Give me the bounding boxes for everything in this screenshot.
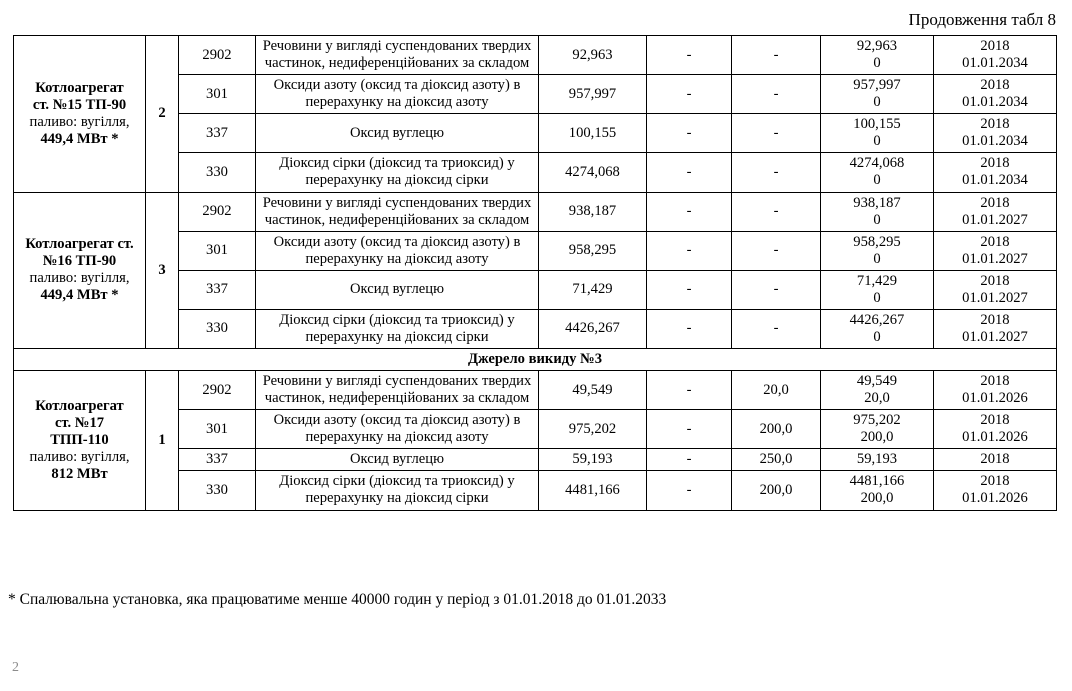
substance-name: Речовини у вигляді суспендованих твердих частинок, недиференційованих за складом <box>256 371 539 410</box>
value-current: 4426,267 <box>539 309 647 348</box>
substance-code: 301 <box>179 75 256 114</box>
date-line-2: 01.01.2034 <box>962 133 1028 150</box>
value-combined-line-2: 0 <box>873 250 881 267</box>
value-combined-line-1: 958,295 <box>853 233 901 250</box>
date-cell <box>934 231 1057 270</box>
value-limit: - <box>732 309 821 348</box>
value-combined <box>821 471 934 510</box>
date-cell <box>934 449 1057 471</box>
date-line-1: 2018 <box>980 272 1010 289</box>
value-combined <box>821 192 934 231</box>
date-line-1: 2018 <box>980 233 1010 250</box>
date-cell <box>934 75 1057 114</box>
date-line-1: 2018 <box>980 116 1010 133</box>
value-second: - <box>647 192 732 231</box>
unit-line-1: Котлоагрегат <box>35 79 124 96</box>
table-row <box>14 36 1057 75</box>
unit-cell <box>14 371 146 510</box>
unit-line-3: паливо: вугілля, <box>29 113 130 130</box>
date-line-2: 01.01.2034 <box>962 172 1028 189</box>
value-combined-line-1: 100,155 <box>853 116 901 133</box>
date-line-1: 2018 <box>980 77 1010 94</box>
section-separator-row <box>14 349 1057 371</box>
date-cell <box>934 410 1057 449</box>
value-combined <box>821 231 934 270</box>
value-second: - <box>647 231 732 270</box>
date-cell <box>934 371 1057 410</box>
value-combined-line-1: 49,549 <box>856 373 898 390</box>
value-second: - <box>647 309 732 348</box>
date-line-2: 01.01.2034 <box>962 94 1028 111</box>
value-current: 92,963 <box>539 36 647 75</box>
date-cell <box>934 309 1057 348</box>
value-second: - <box>647 36 732 75</box>
value-combined-line-1: 4426,267 <box>849 311 905 328</box>
substance-name: Оксид вуглецю <box>256 270 539 309</box>
substance-name: Оксиди азоту (оксид та діоксид азоту) в перерахунку на діоксид азоту <box>256 410 539 449</box>
value-combined-line-2: 0 <box>873 55 881 72</box>
substance-code: 337 <box>179 449 256 471</box>
value-second: - <box>647 153 732 192</box>
value-current: 958,295 <box>539 231 647 270</box>
value-limit: - <box>732 192 821 231</box>
date-line-1: 2018 <box>980 451 1010 468</box>
value-limit: 20,0 <box>732 371 821 410</box>
footnote-text: * Спалювальна установка, яка працюватиме менше 40000 годин у період з 01.01.2018 до 01.01.2033 <box>8 591 667 608</box>
value-limit: - <box>732 231 821 270</box>
value-combined-line-2: 0 <box>873 172 881 189</box>
block-number: 3 <box>146 192 179 349</box>
value-combined <box>821 75 934 114</box>
value-limit: - <box>732 36 821 75</box>
date-line-2: 01.01.2027 <box>962 328 1028 345</box>
value-second: - <box>647 114 732 153</box>
substance-name: Речовини у вигляді суспендованих твердих частинок, недиференційованих за складом <box>256 192 539 231</box>
value-limit: 200,0 <box>732 410 821 449</box>
value-combined <box>821 36 934 75</box>
value-current: 4274,068 <box>539 153 647 192</box>
date-line-2: 01.01.2034 <box>962 55 1028 72</box>
substance-code: 301 <box>179 410 256 449</box>
value-combined-line-1: 92,963 <box>856 38 898 54</box>
substance-code: 2902 <box>179 36 256 75</box>
date-line-1: 2018 <box>980 373 1010 390</box>
value-combined-line-2: 0 <box>873 94 881 111</box>
value-current: 100,155 <box>539 114 647 153</box>
value-current: 59,193 <box>539 449 647 471</box>
value-limit: - <box>732 114 821 153</box>
page-number: 2 <box>12 660 19 675</box>
date-cell <box>934 153 1057 192</box>
section-title: Джерело викиду №3 <box>14 349 1057 371</box>
value-combined <box>821 153 934 192</box>
value-second: - <box>647 270 732 309</box>
date-line-2: 01.01.2027 <box>962 250 1028 267</box>
value-limit: - <box>732 270 821 309</box>
substance-name: Діоксид сірки (діоксид та триоксид) у перерахунку на діоксид сірки <box>256 153 539 192</box>
date-line-1: 2018 <box>980 155 1010 172</box>
value-combined <box>821 371 934 410</box>
value-second: - <box>647 449 732 471</box>
value-combined-line-2: 0 <box>873 133 881 150</box>
value-combined <box>821 410 934 449</box>
date-cell <box>934 471 1057 510</box>
value-limit: 250,0 <box>732 449 821 471</box>
substance-name: Оксиди азоту (оксид та діоксид азоту) в перерахунку на діоксид азоту <box>256 75 539 114</box>
value-second: - <box>647 371 732 410</box>
unit-cell <box>14 192 146 349</box>
value-combined <box>821 309 934 348</box>
value-combined-line-2: 200,0 <box>860 429 894 446</box>
unit-line-4: 449,4 МВт * <box>40 130 119 147</box>
substance-code: 330 <box>179 309 256 348</box>
date-cell <box>934 114 1057 153</box>
date-line-2: 01.01.2027 <box>962 211 1028 228</box>
substance-name: Речовини у вигляді суспендованих твердих частинок, недиференційованих за складом <box>256 36 539 75</box>
date-cell <box>934 36 1057 75</box>
value-combined-line-1: 4274,068 <box>849 155 905 172</box>
date-cell <box>934 192 1057 231</box>
substance-name: Діоксид сірки (діоксид та триоксид) у перерахунку на діоксид сірки <box>256 309 539 348</box>
value-combined-line-1: 71,429 <box>856 272 898 289</box>
date-line-2: 01.01.2026 <box>962 390 1028 407</box>
value-second: - <box>647 410 732 449</box>
value-current: 975,202 <box>539 410 647 449</box>
date-line-1: 2018 <box>980 412 1010 429</box>
unit-line-5: 812 МВт <box>51 465 108 482</box>
value-combined-line-1: 4481,166 <box>849 473 905 490</box>
value-combined <box>821 114 934 153</box>
substance-name: Оксид вуглецю <box>256 449 539 471</box>
value-combined <box>821 270 934 309</box>
value-combined-line-2: 20,0 <box>864 390 890 407</box>
substance-code: 337 <box>179 270 256 309</box>
date-line-2: 01.01.2027 <box>962 289 1028 306</box>
value-second: - <box>647 471 732 510</box>
value-combined-line-1: 957,997 <box>853 77 901 94</box>
value-combined-line-1: 975,202 <box>853 412 901 429</box>
date-line-2: 01.01.2026 <box>962 490 1028 507</box>
value-limit: 200,0 <box>732 471 821 510</box>
date-line-1: 2018 <box>980 194 1010 211</box>
unit-line-2: ст. №15 ТП-90 <box>32 96 127 113</box>
value-current: 957,997 <box>539 75 647 114</box>
substance-code: 2902 <box>179 371 256 410</box>
value-combined-line-2: 0 <box>873 289 881 306</box>
continuation-header: Продовження табл 8 <box>908 10 1056 29</box>
value-limit: - <box>732 75 821 114</box>
value-combined-line-1: 59,193 <box>856 451 898 468</box>
unit-line-2: ст. №17 <box>54 414 105 431</box>
date-line-1: 2018 <box>980 311 1010 328</box>
value-second: - <box>647 75 732 114</box>
value-combined <box>821 449 934 471</box>
date-cell <box>934 270 1057 309</box>
substance-name: Оксиди азоту (оксид та діоксид азоту) в перерахунку на діоксид азоту <box>256 231 539 270</box>
unit-line-2: №16 ТП-90 <box>42 253 117 270</box>
unit-line-3: паливо: вугілля, <box>29 270 130 287</box>
unit-line-3: ТПП-110 <box>50 431 109 448</box>
value-current: 49,549 <box>539 371 647 410</box>
value-combined-line-2: 0 <box>873 211 881 228</box>
value-limit: - <box>732 153 821 192</box>
substance-code: 330 <box>179 153 256 192</box>
unit-cell <box>14 36 146 193</box>
table-row <box>14 371 1057 410</box>
unit-line-1: Котлоагрегат ст. <box>25 236 134 253</box>
emissions-table <box>13 35 1057 511</box>
value-current: 938,187 <box>539 192 647 231</box>
unit-line-4: 449,4 МВт * <box>40 287 119 304</box>
value-combined-line-1: 938,187 <box>853 194 901 211</box>
block-number: 1 <box>146 371 179 510</box>
substance-code: 330 <box>179 471 256 510</box>
substance-code: 337 <box>179 114 256 153</box>
substance-name: Діоксид сірки (діоксид та триоксид) у перерахунку на діоксид сірки <box>256 471 539 510</box>
table-row <box>14 192 1057 231</box>
unit-line-1: Котлоагрегат <box>35 397 124 414</box>
block-number: 2 <box>146 36 179 193</box>
unit-line-4: паливо: вугілля, <box>29 448 130 465</box>
substance-code: 301 <box>179 231 256 270</box>
date-line-2: 01.01.2026 <box>962 429 1028 446</box>
emissions-table-container <box>13 35 1056 511</box>
date-line-1: 2018 <box>980 473 1010 490</box>
substance-code: 2902 <box>179 192 256 231</box>
value-combined-line-2: 200,0 <box>860 490 894 507</box>
value-combined-line-2: 0 <box>873 328 881 345</box>
value-current: 4481,166 <box>539 471 647 510</box>
substance-name: Оксид вуглецю <box>256 114 539 153</box>
date-line-1: 2018 <box>980 38 1010 54</box>
value-current: 71,429 <box>539 270 647 309</box>
